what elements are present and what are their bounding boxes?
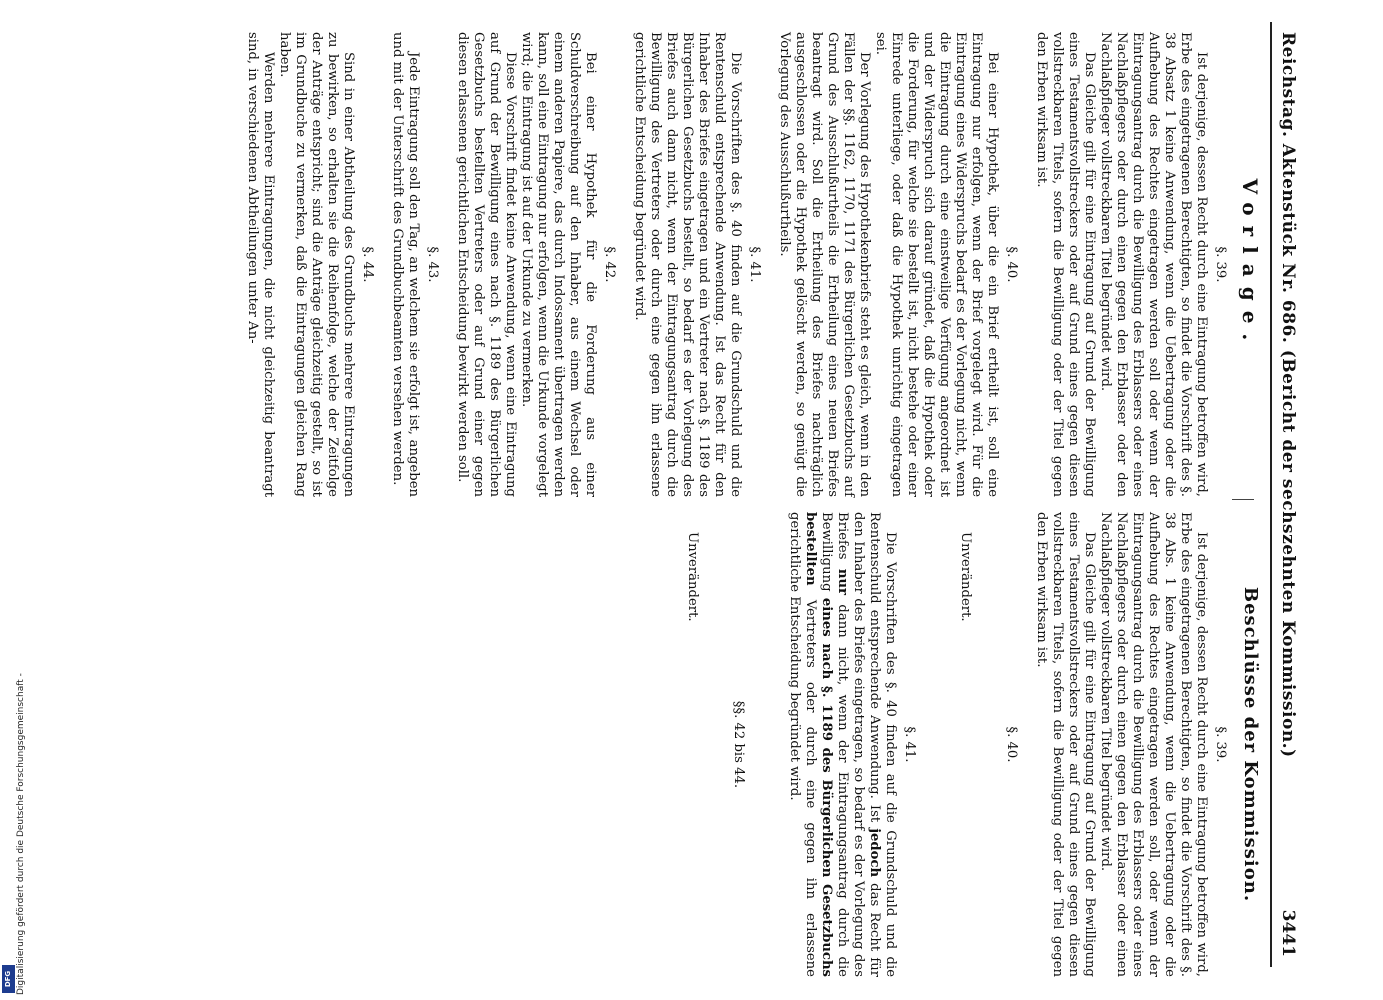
section-44-paragraph: Sind in einer Abtheilung des Grundbuchs mehrere Eintragungen zu bewirken, so erhalten sie die Reihenfolge, welche der Zeitfolge der Anträge entspricht; sind die Anträge gleichzeitig gestellt, so ist im Grundbuche zu vermerken, daß die Eintragungen gleichen Rang haben. bbox=[277, 32, 356, 497]
section-40-label: §. 40. bbox=[1004, 246, 1019, 283]
page-header bbox=[1270, 22, 1332, 967]
section-39-paragraph: Ist derjenige, dessen Recht durch eine Eintragung betroffen wird, Erbe des eingetragenen Berechtigten, so findet die Vorschrift des §. 38 Absatz 1 keine Anwendung, wenn die Uebertragung oder die Aufhebung des Rechtes eingetragen werden soll oder wenn der Eintragungsantrag durch die Bewilligung des Erblassers oder eines Nachlaßpflegers oder durch einen gegen den Erblasser oder den Nachlaßpfleger vollstreckbaren Titel begründet wird. bbox=[1098, 32, 1209, 497]
column-beschluesse bbox=[684, 512, 1262, 977]
column-vorlage bbox=[244, 32, 1262, 497]
column-title-vorlage: Vorlage. bbox=[1238, 178, 1262, 351]
section-39-label: §. 39. bbox=[1213, 726, 1228, 763]
section-42-44-unchanged: Unverändert. bbox=[685, 532, 700, 622]
section-41-paragraph: Die Vorschriften des §. 40 finden auf die Grundschuld und die Rentenschuld entsprechende Anwendung. Ist jedoch das Recht für den Inhaber des Briefes eingetragen, so bedarf es der Vorlegung des Briefes nur dann nicht, wenn der Eintragungsantrag durch die Bewilligung eines nach §. 1189 des Bürgerlichen Gesetzbuchs bestellten Vertreters oder durch eine gegen ihn erlassene gerichtliche Entscheidung begründet wird. bbox=[787, 512, 898, 977]
section-39-label: §. 39. bbox=[1213, 246, 1228, 283]
document-page bbox=[77, 12, 1332, 977]
section-41-paragraph: Die Vorschriften des §. 40 finden auf die Grundschuld und die Rentenschuld entsprechende Anwendung. Ist das Recht für den Inhaber des Briefes eingetragen und ein Vertreter nach §. 1189 des Bürgerlichen Gesetzbuchs bestellt, so bedarf es der Vorlegung des Briefes auch dann nicht, wenn der Eintragungsantrag durch die Bewilligung des Vertreters oder durch eine gegen ihn erlassene gerichtliche Entscheidung begründet wird. bbox=[632, 32, 743, 497]
section-40-label: §. 40. bbox=[1004, 726, 1019, 763]
section-42-paragraph: Bei einer Hypothek für die Forderung aus einer Schuldverschreibung auf den Inhaber, aus einem Wechsel oder einem anderen Papiere, das durch Indossament übertragen werden kann, soll eine Eintragung nur erfolgen, wenn die Urkunde vorgelegt wird; die Eintragung ist auf der Urkunde zu vermerken. bbox=[519, 32, 598, 497]
section-42-44-label: §§. 42 bis 44. bbox=[731, 700, 746, 789]
column-title-beschluesse: Beschlüsse der Kommission. bbox=[1240, 586, 1261, 903]
page-number: 3441 bbox=[1278, 909, 1298, 957]
section-41-label: §. 41. bbox=[902, 726, 917, 763]
section-43-paragraph: Jede Eintragung soll den Tag, an welchem sie erfolgt ist, angeben und mit der Unterschrift des Grundbuchbeamten versehen werden. bbox=[390, 32, 421, 497]
section-44-label: §. 44. bbox=[360, 246, 375, 283]
section-40-paragraph: Der Vorlegung des Hypothekenbriefs steht es gleich, wenn in den Fällen der §§. 1162, 1170, 1171 des Bürgerlichen Gesetzbuchs auf Grund des Ausschlußurtheils die Ertheilung eines neuen Briefes beantragt wird. Soll die Ertheilung des Briefes nachträglich ausgeschlossen oder die Hypothek gelöscht werden, so genügt die Vorlegung des Ausschlußurtheils. bbox=[777, 32, 872, 497]
column-divider bbox=[1232, 499, 1254, 500]
section-39-paragraph: Das Gleiche gilt für eine Eintragung auf Grund der Bewilligung eines Testamentsvollstreckers oder auf Grund eines gegen diesen vollstreckbaren Titels, sofern die Bewilligung oder der Titel gegen den Erben wirksam ist. bbox=[1034, 512, 1097, 977]
dfg-logo: DFG bbox=[2, 965, 15, 993]
section-40-unchanged: Unverändert. bbox=[958, 532, 973, 622]
section-42-label: §. 42. bbox=[602, 246, 617, 283]
section-41-label: §. 41. bbox=[747, 246, 762, 283]
running-head: Reichstag. Aktenstück Nr. 686. (Bericht der sechszehnten Kommission.) bbox=[1278, 32, 1298, 758]
two-column-body bbox=[92, 22, 1262, 977]
section-40-paragraph: Bei einer Hypothek, über die ein Brief ertheilt ist, soll eine Eintragung nur erfolgen, wenn der Brief vorgelegt wird. Für die Eintragung eines Widerspruchs bedarf es der Vorlegung nicht, wenn die Eintragung durch eine einstweilige Verfügung angeordnet ist und der Widerspruch sich darauf gründet, daß die Hypothek oder die Forderung, für welche sie bestellt ist, nicht bestehe oder einer Einrede unterliege, oder daß die Hypothek unrichtig eingetragen sei. bbox=[873, 32, 1000, 497]
section-39-paragraph: Ist derjenige, dessen Recht durch eine Eintragung betroffen wird, Erbe des eingetragenen Berechtigten, so findet die Vorschrift des §. 38 Abs. 1 keine Anwendung, wenn die Uebertragung oder die Aufhebung des Rechtes eingetragen werden soll, oder wenn der Eintragungsantrag durch die Bewilligung des Erblassers oder eines Nachlaßpflegers oder durch einen gegen den Erblasser oder einen Nachlaßpfleger vollstreckbaren Titel begründet wird. bbox=[1098, 512, 1209, 977]
section-42-paragraph: Diese Vorschrift findet keine Anwendung, wenn eine Eintragung auf Grund der Bewilligung eines nach §. 1189 des Bürgerlichen Gesetzbuchs bestellten Vertreters oder auf Grund einer gegen diesen erlassenen gerichtlichen Entscheidung bewirkt werden soll. bbox=[455, 32, 518, 497]
section-44-paragraph: Werden mehrere Eintragungen, die nicht gleichzeitig beantragt sind, in verschiedenen Abtheilungen unter An- bbox=[245, 32, 276, 497]
section-39-paragraph: Das Gleiche gilt für eine Eintragung auf Grund der Bewilligung eines Testamentsvollstreckers oder auf Grund eines gegen diesen vollstreckbaren Titels, sofern die Bewilligung oder der Titel gegen den Erben wirksam ist. bbox=[1034, 32, 1097, 497]
digitization-credit: Digitalisierung gefördert durch die Deutsche Forschungsgemeinschaft - bbox=[16, 673, 26, 995]
section-43-label: §. 43. bbox=[425, 246, 440, 283]
